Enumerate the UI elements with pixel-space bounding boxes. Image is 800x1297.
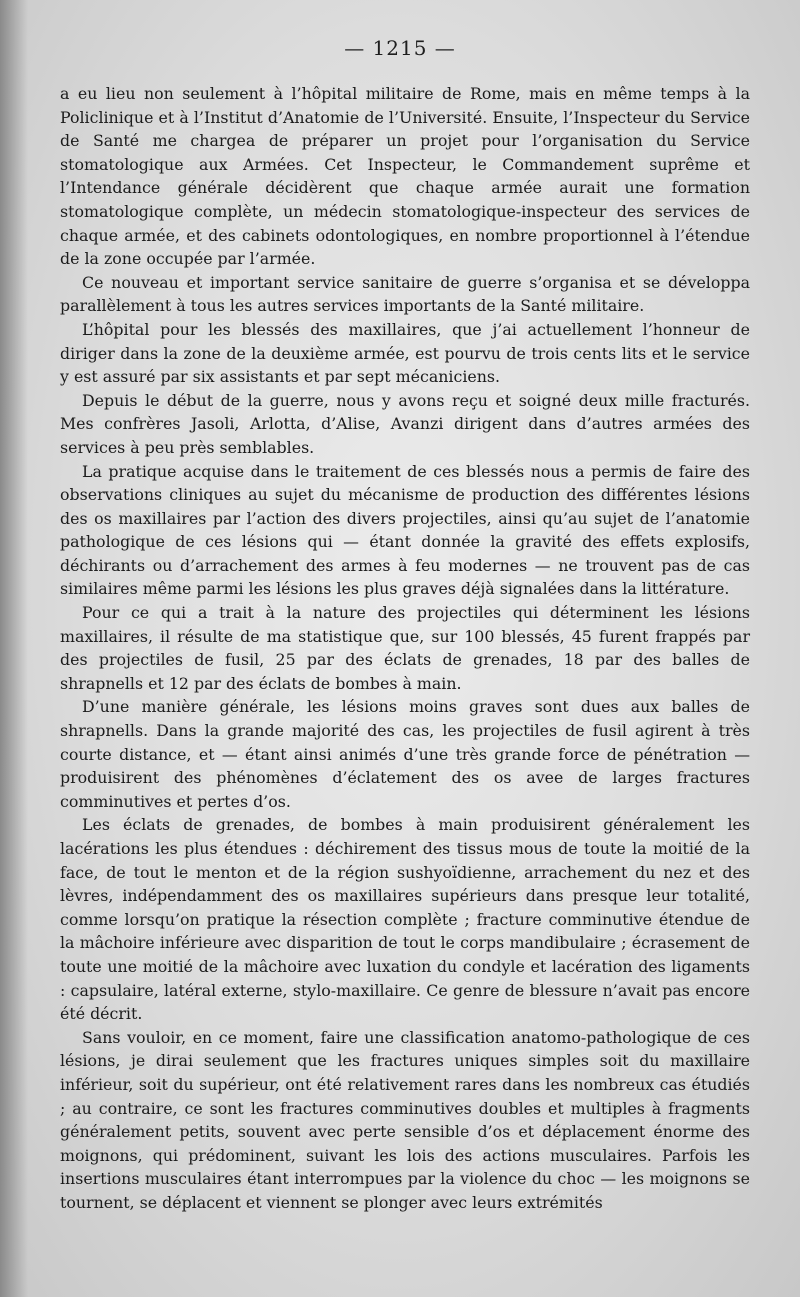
paragraph-5: La pratique acquise dans le traitement de ces blessés nous a permis de faire des observations cliniques au sujet du mécanisme de production des différentes lésions des os maxillaires par l’action des divers projectiles, ainsi qu’au sujet de l’anatomie pathologique de ces lésions qui — étant donnée la gravité des effets explosifs, déchirants ou d’arrachement des armes à feu modernes — ne trouvent pas de cas similaires même parmi les lésions les plus graves déjà signalées dans la littérature. <box>60 461 750 599</box>
paragraph-6: Pour ce qui a trait à la nature des projectiles qui déterminent les lésions maxillaires, il résulte de ma statistique que, sur 100 blessés, 45 furent frappés par des projectiles de fusil, 25 par des éclats de grenades, 18 par des balles de shrapnells et 12 par des éclats de bombes à main. <box>60 603 750 693</box>
paragraph-3: L’hôpital pour les blessés des maxillaires, que j’ai actuellement l’honneur de diriger dans la zone de la deuxième armée, est pourvu de trois cents lits et le service y est assuré par six assistants et par sept mécaniciens. <box>60 319 750 387</box>
body-text <box>60 82 750 1215</box>
page-number: — 1215 — <box>344 36 456 60</box>
paragraph-9: Sans vouloir, en ce moment, faire une classification anatomo-pathologique de ces lésions, je dirai seulement que les fractures uniques simples soit du maxillaire inférieur, soit du supérieur, ont été relativement rares dans les nombreux cas étudiés ; au contraire, ce sont les fractures comminutives doubles et multiples à fragments généralement petits, souvent avec perte sensible d’os et déplacement énorme des moignons, qui prédominent, suivant les lois des actions musculaires. Parfois les insertions musculaires étant interrompues par la violence du choc — les moignons se tournent, se déplacent et viennent se plonger avec leurs extrémités <box>60 1027 750 1212</box>
paragraph-2: Ce nouveau et important service sanitaire de guerre s’organisa et se développa parallèlement à tous les autres services importants de la Santé militaire. <box>60 272 750 316</box>
paragraph-1: a eu lieu non seulement à l’hôpital militaire de Rome, mais en même temps à la Policlinique et à l’Institut d’Anatomie de l’Université. Ensuite, l’Inspecteur du Service de Santé me chargea de préparer un projet pour l’organisation du Service stomatologique aux Armées. Cet Inspecteur, le Commandement suprême et l’Intendance générale décidèrent que chaque armée aurait une formation stomatologique complète, un médecin stomatologique-inspecteur des services de chaque armée, et des cabinets odontologiques, en nombre proportionnel à l’étendue de la zone occupée par l’armée. <box>60 84 750 269</box>
paragraph-4: Depuis le début de la guerre, nous y avons reçu et soigné deux mille fracturés. Mes confrères Jasoli, Arlotta, d’Alise, Avanzi dirigent dans d’autres armées des services à peu près semblables. <box>60 390 750 457</box>
paragraph-8: Les éclats de grenades, de bombes à main produisirent généralement les lacérations les plus étendues : déchirement des tissus mous de toute la moitié de la face, de tout le menton et de la région sushyoïdienne, arrachement du nez et des lèvres, indépendamment des os maxillaires supérieurs dans presque leur totalité, comme lorsqu’on pratique la résection complète ; fracture comminutive étendue de la mâchoire inférieure avec disparition de tout le corps mandibulaire ; écrasement de toute une moitié de la mâchoire avec luxation du condyle et lacération des ligaments : capsulaire, latéral externe, stylo-maxillaire. Ce genre de blessure n’avait pas encore été décrit. <box>60 815 750 1024</box>
paragraph-7: D’une manière générale, les lésions moins graves sont dues aux balles de shrapnells. Dans la grande majorité des cas, les projectiles de fusil agirent à très courte distance, et — étant ainsi animés d’une très grande force de pénétration — produisirent des phénomènes d’éclatement des os avee de larges fractures comminutives et pertes d’os. <box>60 697 750 811</box>
